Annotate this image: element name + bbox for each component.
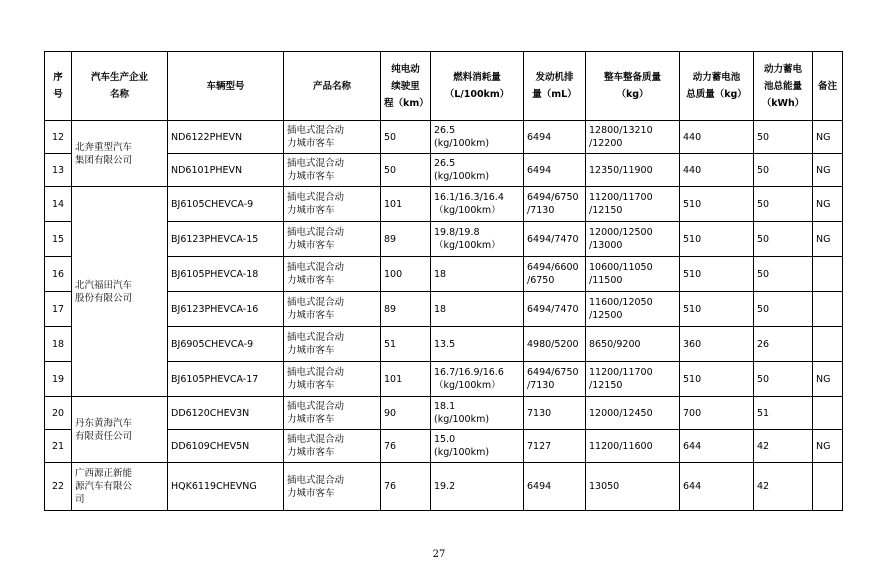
cell-remark: NG	[813, 187, 843, 222]
cell-fuel: 19.8/19.8 （kg/100km）	[431, 222, 524, 257]
cell-battery-energy: 26	[754, 327, 813, 362]
cell-model: BJ6105PHEVCA-18	[168, 257, 284, 292]
cell-fuel: 16.1/16.3/16.4 （kg/100km）	[431, 187, 524, 222]
vehicle-catalog-table	[44, 51, 843, 511]
cell-battery-mass: 440	[680, 154, 754, 187]
cell-battery-mass: 440	[680, 121, 754, 154]
cell-mass: 11200/11600	[586, 430, 680, 463]
cell-battery-energy: 51	[754, 397, 813, 430]
cell-remark	[813, 397, 843, 430]
cell-remark: NG	[813, 121, 843, 154]
cell-product: 插电式混合动 力城市客车	[284, 362, 381, 397]
cell-engine: 6494	[524, 463, 586, 511]
cell-mass: 8650/9200	[586, 327, 680, 362]
cell-manufacturer: 北汽福田汽车 股份有限公司	[72, 187, 168, 397]
cell-product: 插电式混合动 力城市客车	[284, 430, 381, 463]
cell-mass: 11200/11700 /12150	[586, 187, 680, 222]
table-row	[45, 187, 843, 222]
cell-model: BJ6905CHEVCA-9	[168, 327, 284, 362]
cell-battery-mass: 510	[680, 362, 754, 397]
cell-battery-mass: 644	[680, 430, 754, 463]
cell-remark: NG	[813, 430, 843, 463]
header-row	[45, 52, 843, 121]
cell-product: 插电式混合动 力城市客车	[284, 463, 381, 511]
cell-mass: 12000/12450	[586, 397, 680, 430]
cell-mass: 13050	[586, 463, 680, 511]
cell-range: 101	[381, 187, 431, 222]
cell-remark	[813, 327, 843, 362]
cell-remark	[813, 257, 843, 292]
header-engine: 发动机排 量（mL）	[524, 52, 586, 121]
cell-range: 50	[381, 154, 431, 187]
cell-manufacturer: 丹东黄海汽车 有限责任公司	[72, 397, 168, 463]
cell-range: 76	[381, 430, 431, 463]
table-row	[45, 463, 843, 511]
header-model: 车辆型号	[168, 52, 284, 121]
cell-product: 插电式混合动 力城市客车	[284, 222, 381, 257]
cell-fuel: 18	[431, 292, 524, 327]
cell-index: 15	[45, 222, 72, 257]
cell-range: 90	[381, 397, 431, 430]
cell-engine: 6494	[524, 154, 586, 187]
cell-index: 12	[45, 121, 72, 154]
cell-index: 13	[45, 154, 72, 187]
cell-range: 50	[381, 121, 431, 154]
cell-battery-energy: 50	[754, 187, 813, 222]
header-remark: 备注	[813, 52, 843, 121]
cell-battery-energy: 50	[754, 362, 813, 397]
header-index: 序 号	[45, 52, 72, 121]
cell-model: BJ6123PHEVCA-16	[168, 292, 284, 327]
cell-range: 89	[381, 222, 431, 257]
cell-model: BJ6123PHEVCA-15	[168, 222, 284, 257]
cell-battery-mass: 510	[680, 257, 754, 292]
cell-index: 19	[45, 362, 72, 397]
cell-model: HQK6119CHEVNG	[168, 463, 284, 511]
cell-product: 插电式混合动 力城市客车	[284, 187, 381, 222]
cell-remark: NG	[813, 222, 843, 257]
cell-engine: 4980/5200	[524, 327, 586, 362]
cell-model: DD6109CHEV5N	[168, 430, 284, 463]
cell-manufacturer: 广西源正新能 源汽车有限公 司	[72, 463, 168, 511]
table-body	[45, 121, 843, 511]
cell-product: 插电式混合动 力城市客车	[284, 327, 381, 362]
cell-battery-mass: 360	[680, 327, 754, 362]
cell-index: 22	[45, 463, 72, 511]
cell-engine: 6494/6750 /7130	[524, 362, 586, 397]
cell-product: 插电式混合动 力城市客车	[284, 292, 381, 327]
cell-index: 14	[45, 187, 72, 222]
cell-battery-energy: 50	[754, 257, 813, 292]
cell-battery-mass: 510	[680, 292, 754, 327]
cell-engine: 7127	[524, 430, 586, 463]
cell-mass: 11200/11700 /12150	[586, 362, 680, 397]
cell-remark: NG	[813, 154, 843, 187]
cell-index: 18	[45, 327, 72, 362]
cell-battery-energy: 50	[754, 121, 813, 154]
cell-mass: 12000/12500 /13000	[586, 222, 680, 257]
header-manufacturer: 汽车生产企业 名称	[72, 52, 168, 121]
cell-mass: 12350/11900	[586, 154, 680, 187]
cell-mass: 11600/12050 /12500	[586, 292, 680, 327]
cell-range: 101	[381, 362, 431, 397]
cell-model: ND6122PHEVN	[168, 121, 284, 154]
header-mass: 整车整备质量 （kg）	[586, 52, 680, 121]
cell-engine: 7130	[524, 397, 586, 430]
cell-range: 89	[381, 292, 431, 327]
cell-engine: 6494	[524, 121, 586, 154]
cell-battery-energy: 42	[754, 430, 813, 463]
cell-fuel: 15.0 (kg/100km)	[431, 430, 524, 463]
cell-model: BJ6105PHEVCA-17	[168, 362, 284, 397]
cell-battery-mass: 510	[680, 187, 754, 222]
cell-product: 插电式混合动 力城市客车	[284, 121, 381, 154]
cell-model: ND6101PHEVN	[168, 154, 284, 187]
cell-remark	[813, 292, 843, 327]
cell-battery-mass: 644	[680, 463, 754, 511]
cell-fuel: 18.1 (kg/100km)	[431, 397, 524, 430]
cell-product: 插电式混合动 力城市客车	[284, 257, 381, 292]
cell-range: 100	[381, 257, 431, 292]
cell-mass: 10600/11050 /11500	[586, 257, 680, 292]
cell-battery-energy: 50	[754, 154, 813, 187]
cell-mass: 12800/13210 /12200	[586, 121, 680, 154]
table-row	[45, 397, 843, 430]
cell-remark: NG	[813, 362, 843, 397]
cell-index: 21	[45, 430, 72, 463]
cell-engine: 6494/6600 /6750	[524, 257, 586, 292]
table-row	[45, 121, 843, 154]
cell-engine: 6494/7470	[524, 292, 586, 327]
cell-index: 17	[45, 292, 72, 327]
header-battery-energy: 动力蓄电 池总能量 （kWh）	[754, 52, 813, 121]
cell-model: BJ6105CHEVCA-9	[168, 187, 284, 222]
header-battery-mass: 动力蓄电池 总质量（kg）	[680, 52, 754, 121]
cell-battery-energy: 42	[754, 463, 813, 511]
cell-fuel: 26.5 (kg/100km)	[431, 154, 524, 187]
cell-battery-energy: 50	[754, 222, 813, 257]
cell-fuel: 19.2	[431, 463, 524, 511]
page-number: 27	[432, 549, 446, 560]
cell-index: 20	[45, 397, 72, 430]
header-fuel: 燃料消耗量 （L/100km）	[431, 52, 524, 121]
cell-product: 插电式混合动 力城市客车	[284, 397, 381, 430]
cell-engine: 6494/6750 /7130	[524, 187, 586, 222]
cell-model: DD6120CHEV3N	[168, 397, 284, 430]
cell-range: 76	[381, 463, 431, 511]
cell-remark	[813, 463, 843, 511]
cell-fuel: 16.7/16.9/16.6 （kg/100km）	[431, 362, 524, 397]
cell-fuel: 18	[431, 257, 524, 292]
cell-product: 插电式混合动 力城市客车	[284, 154, 381, 187]
cell-battery-energy: 50	[754, 292, 813, 327]
header-range: 纯电动 续驶里 程（km）	[381, 52, 431, 121]
cell-fuel: 13.5	[431, 327, 524, 362]
cell-range: 51	[381, 327, 431, 362]
cell-battery-mass: 700	[680, 397, 754, 430]
cell-index: 16	[45, 257, 72, 292]
cell-manufacturer: 北奔重型汽车 集团有限公司	[72, 121, 168, 187]
cell-battery-mass: 510	[680, 222, 754, 257]
cell-fuel: 26.5 (kg/100km)	[431, 121, 524, 154]
cell-engine: 6494/7470	[524, 222, 586, 257]
header-product: 产品名称	[284, 52, 381, 121]
